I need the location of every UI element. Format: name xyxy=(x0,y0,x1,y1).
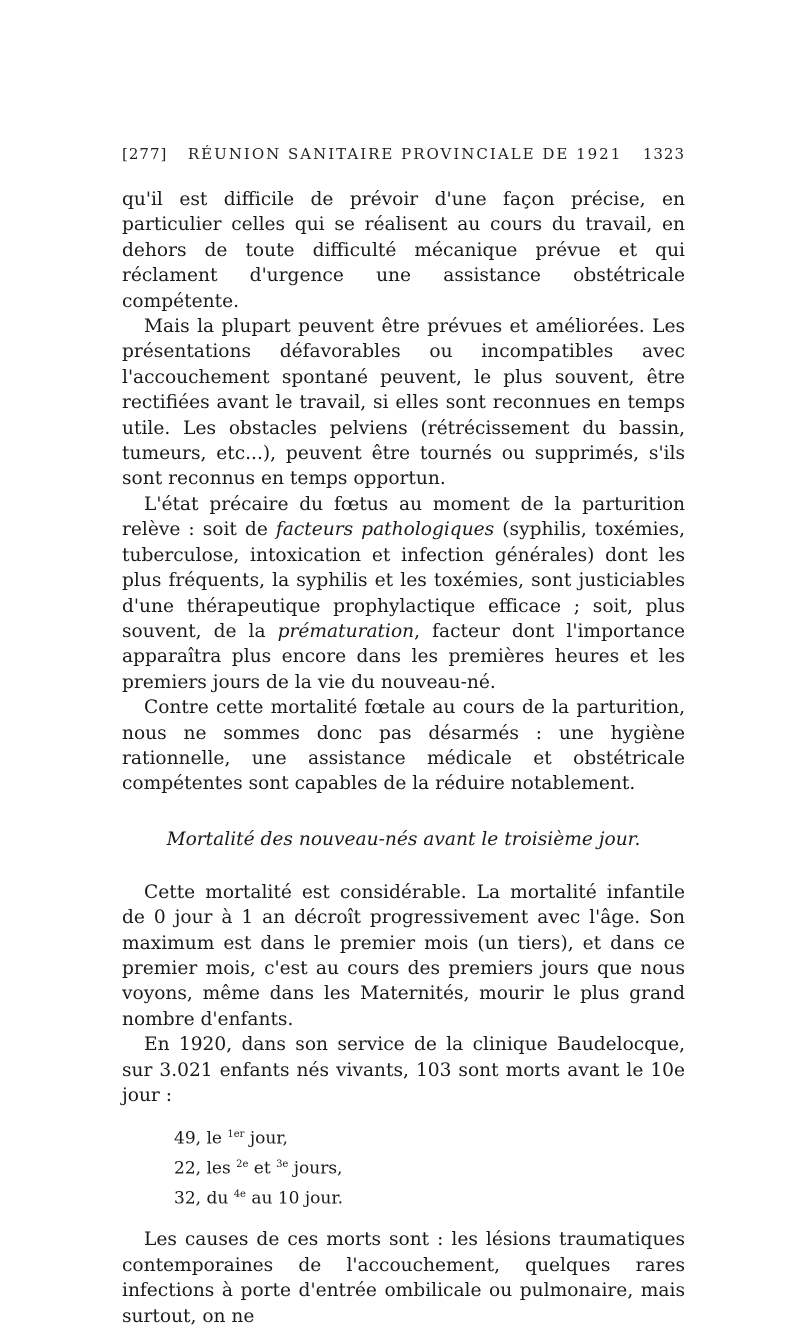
deaths-list xyxy=(122,1122,685,1211)
list-item: 32, du $^{4e}$ au 10 jour. xyxy=(174,1188,344,1209)
list-item: 22, les $^{2e}$ et $^{3e}$ jours, xyxy=(174,1158,343,1179)
paragraph-7: Les causes de ces morts sont : les lésions traumatiques contemporaines de l'accouchement, quelques rares infections à porte d'entrée ombilicale ou pulmonaire, mais surtout, on ne xyxy=(122,1229,685,1327)
paragraph-2: Mais la plupart peuvent être prévues et améliorées. Les présentations défavorables ou incompatibles avec l'accouchement spontané peuvent, le plus souvent, être rectifiées avant le travail, si elles sont reconnues en temps utile. Les obstacles pelviens (rétrécissement du bassin, tumeurs, etc...), peuvent être tournés ou supprimés, s'ils sont reconnus en temps opportun. xyxy=(122,316,685,490)
section-title: Mortalité des nouveau-nés avant le troisième jour. xyxy=(166,828,641,850)
paragraph-3-text-c: , facteur dont l'importance apparaîtra plus encore dans les premières heures et les premiers jours de la vie du nouveau-né. xyxy=(122,620,686,693)
header-title: RÉUNION SANITAIRE PROVINCIALE DE 1921 xyxy=(187,145,623,163)
paragraph-3-text-b: (syphilis, toxémies, tuberculose, intoxication et infection générales) dont les plus fréquents, la syphilis et les toxémies, sont justiciables d'une thérapeutique prophylactique efficace ; soit, plus souvent, de la xyxy=(122,519,685,642)
paragraph-4: Contre cette mortalité fœtale au cours de la parturition, nous ne sommes donc pas désarmés : une hygiène rationnelle, une assistance médicale et obstétricale compétentes sont capables de la réduire notablement. xyxy=(122,697,685,795)
list-item: 49, le $^{1er}$ jour, xyxy=(174,1129,288,1150)
page-number: 1323 xyxy=(642,145,685,163)
paragraph-3-emphasis-1: facteurs pathologiques xyxy=(275,519,495,541)
header-reference: [277] xyxy=(122,145,168,163)
paragraph-3 xyxy=(122,492,685,695)
paragraph-3-text-a: L'état précaire du fœtus au moment de la parturition relève : soit de xyxy=(122,493,685,541)
running-head xyxy=(122,145,685,163)
paragraph-3-emphasis-2: prématuration xyxy=(277,620,415,642)
paragraph-5: Cette mortalité est considérable. La mortalité infantile de 0 jour à 1 an décroît progressivement avec l'âge. Son maximum est dans le premier mois (un tiers), et dans ce premier mois, c'est au cours des premiers jours que nous voyons, même dans les Maternités, mourir le plus grand nombre d'enfants. xyxy=(122,881,685,1030)
document-page xyxy=(122,145,685,1329)
paragraph-6: En 1920, dans son service de la clinique Baudelocque, sur 3.021 enfants nés vivants, 103 sont morts avant le 10e jour : xyxy=(122,1034,685,1106)
paragraph-1: qu'il est difficile de prévoir d'une façon précise, en particulier celles qui se réalisent au cours du travail, en dehors de toute difficulté mécanique prévue et qui réclament d'urgence une assistance obstétricale compétente. xyxy=(122,189,685,312)
